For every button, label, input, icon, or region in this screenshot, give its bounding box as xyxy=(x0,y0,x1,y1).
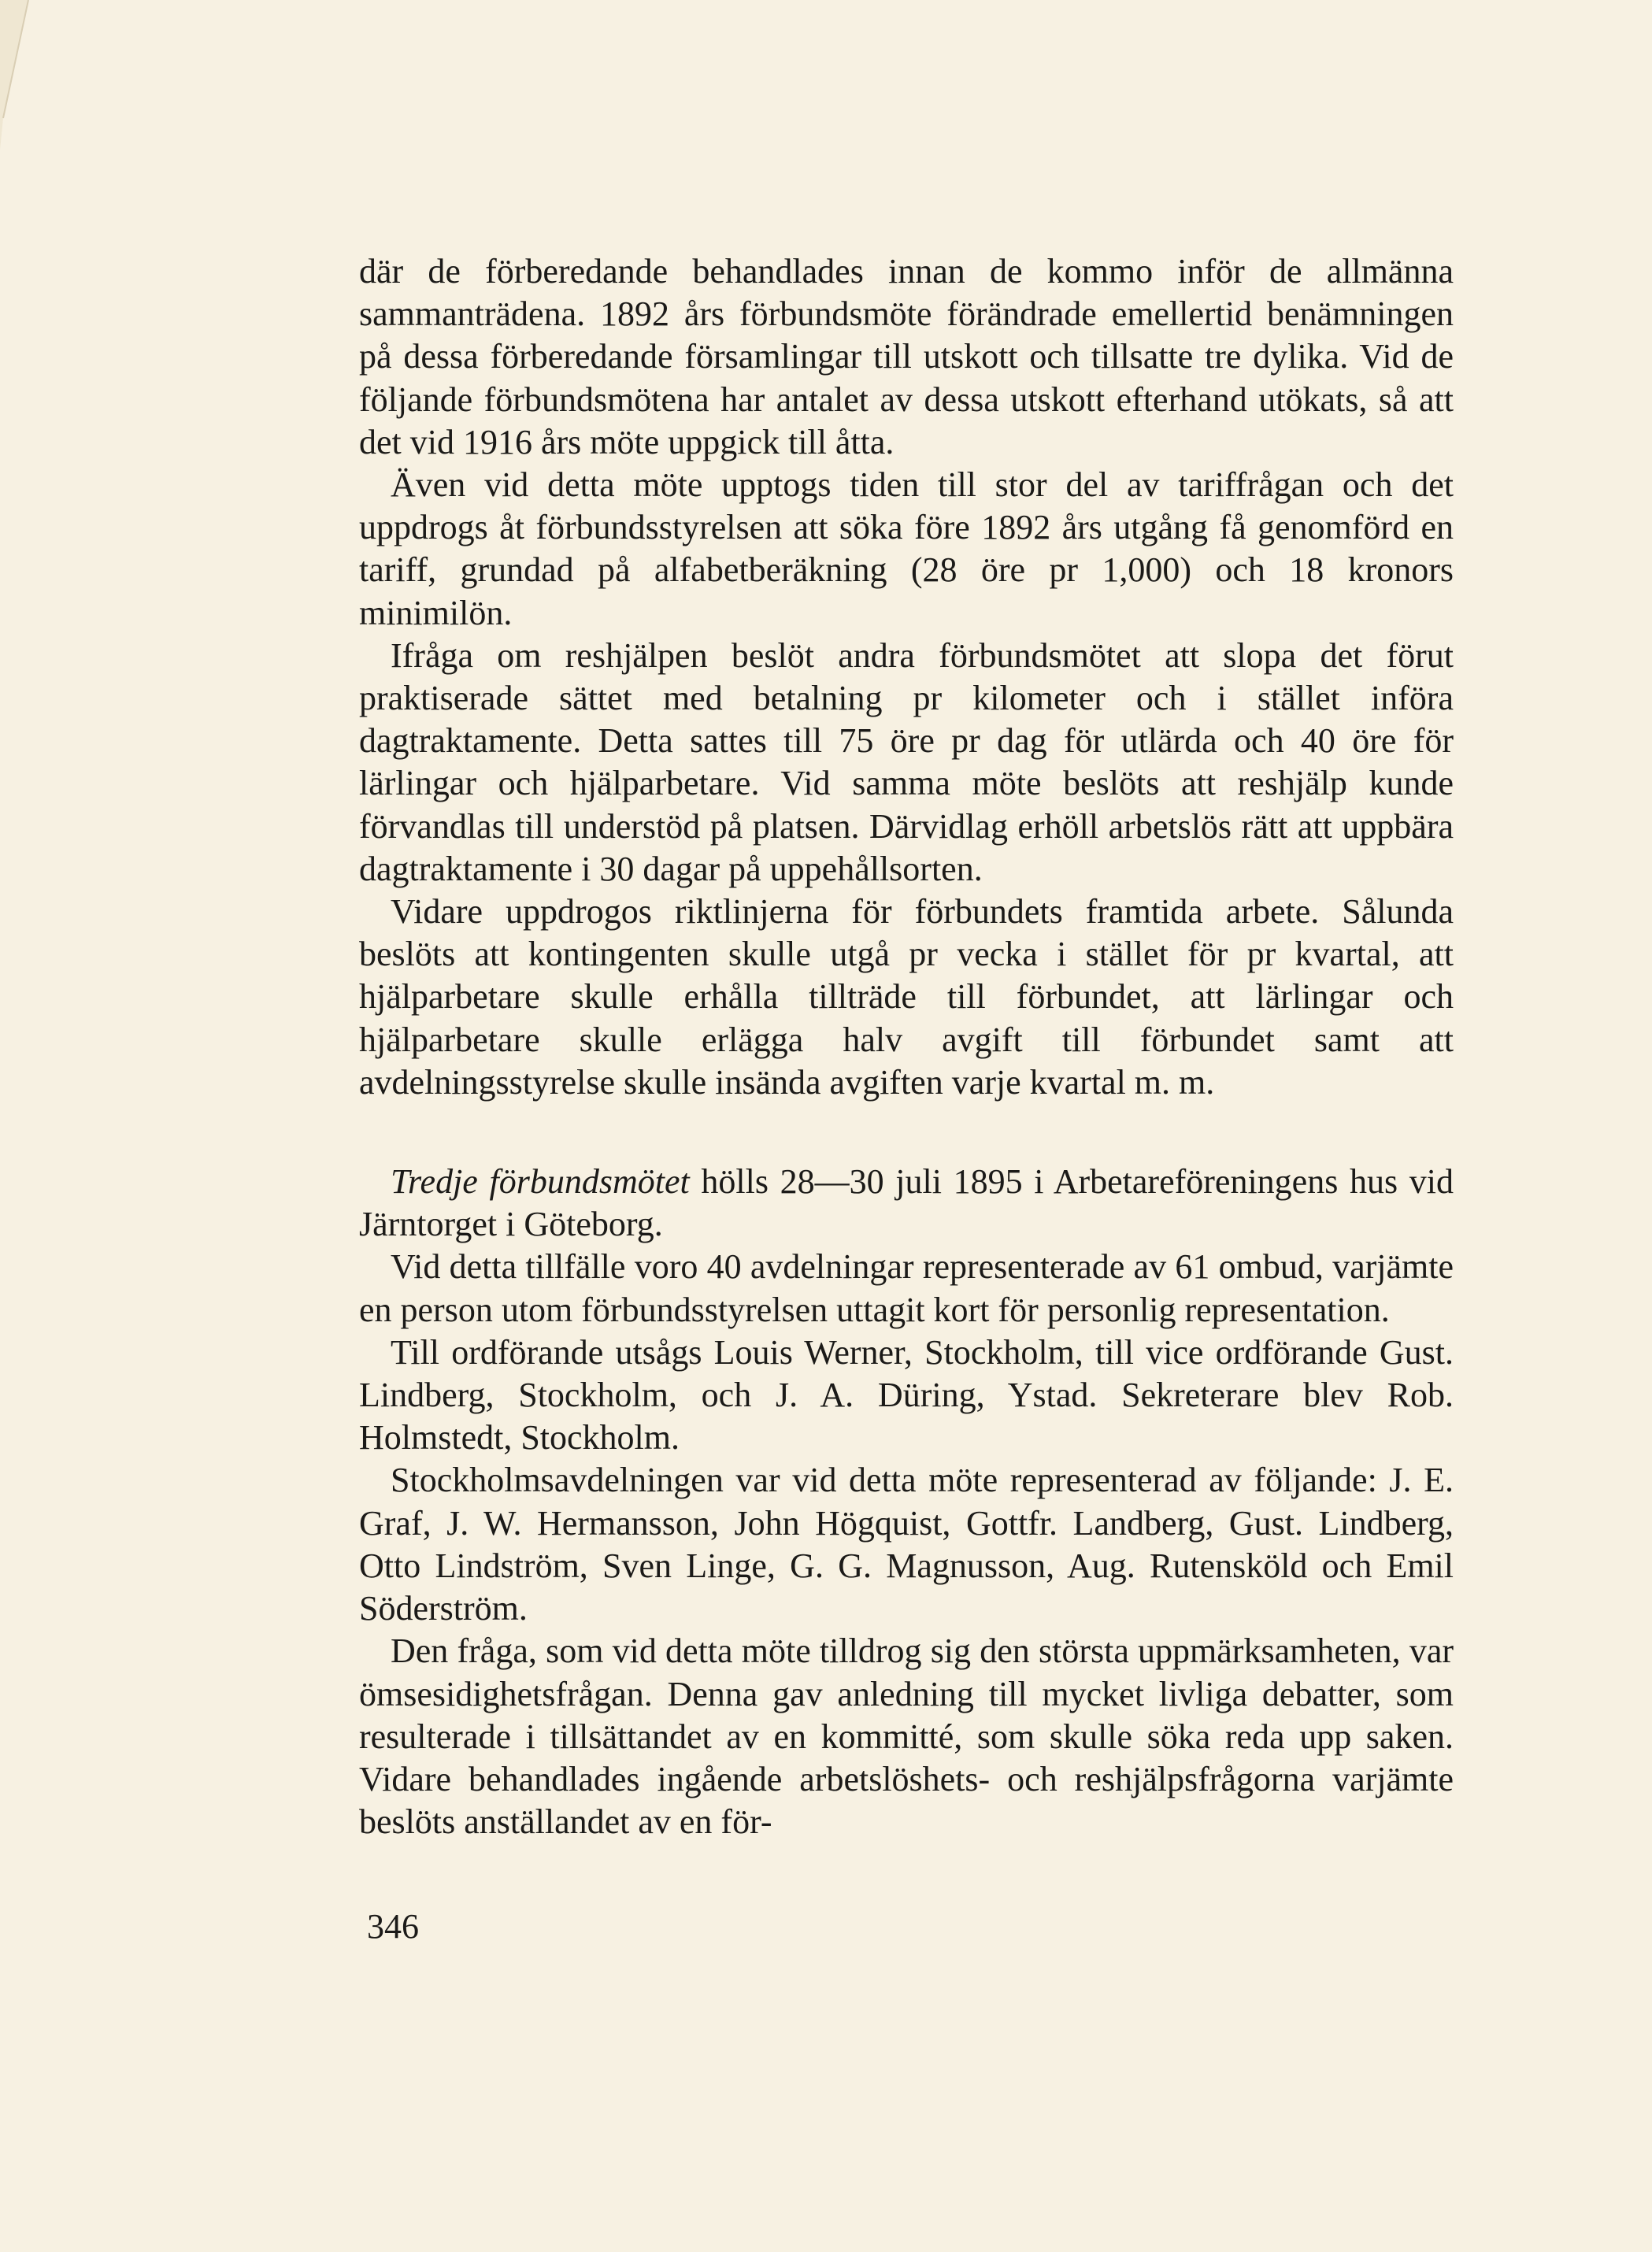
paragraph: Vid detta tillfälle voro 40 avdelningar representerade av 61 ombud, varjämte en person utom förbundsstyrelsen uttagit kort för personlig representation. xyxy=(359,1247,1454,1329)
page-number: 346 xyxy=(367,1907,419,1946)
body-text xyxy=(359,250,1454,1843)
meeting-title: Tredje förbundsmötet xyxy=(391,1162,690,1202)
paragraph: Även vid detta möte upptogs tiden till stor del av tariffrågan och det uppdrogs åt förbundsstyrelsen att söka före 1892 års utgång få genomförd en tariff, grundad på alfabetberäkning (28 öre pr 1,000) och 18 kronors minimilön. xyxy=(359,465,1454,632)
paragraph: Ifråga om reshjälpen beslöt andra förbundsmötet att slopa det förut praktiserade sättet med betalning pr kilometer och i stället införa dagtraktamente. Detta sattes till 75 öre pr dag för utlärda och 40 öre för lärlingar och hjälparbetare. Vid samma möte beslöts att reshjälp kunde förvandlas till understöd på platsen. Därvidlag erhöll arbetslös rätt att uppbära dagtraktamente i 30 dagar på uppehållsorten. xyxy=(359,635,1454,888)
paragraph: där de förberedande behandlades innan de kommo inför de allmänna sammanträdena. 1892 års förbundsmöte förändrade emellertid benämningen på dessa förberedande församlingar till utskott och tillsatte tre dylika. Vid de följande förbundsmötena har antalet av dessa utskott efterhand utökats, så att det vid 1916 års möte uppgick till åtta. xyxy=(359,252,1454,461)
paragraph xyxy=(359,1161,1454,1246)
paragraph: Den fråga, som vid detta möte tilldrog sig den största uppmärksamheten, var ömsesidighetsfrågan. Denna gav anledning till mycket livliga debatter, som resulterade i tillsättandet av en kommitté, som skulle söka reda upp saken. Vidare behandlades ingående arbetslöshets- och reshjälpsfrågorna varjämte beslöts anställandet av en för- xyxy=(359,1632,1454,1842)
page-fold-mark xyxy=(0,0,55,157)
meeting-details: hölls 28—30 juli 1895 i Arbetareföreningens hus vid Järntorget i Göteborg. xyxy=(359,1162,1454,1244)
paragraph: Till ordförande utsågs Louis Werner, Stockholm, till vice ordförande Gust. Lindberg, Stockholm, och J. A. Düring, Ystad. Sekreterare blev Rob. Holmstedt, Stockholm. xyxy=(359,1332,1454,1458)
paragraph: Stockholmsavdelningen var vid detta möte representerad av följande: J. E. Graf, J. W. Hermansson, John Högquist, Gottfr. Landberg, Gust. Lindberg, Otto Lindström, Sven Linge, G. G. Magnusson, Aug. Rutensköld och Emil Söderström. xyxy=(359,1461,1454,1628)
paragraph: Vidare uppdrogos riktlinjerna för förbundets framtida arbete. Sålunda beslöts att kontingenten skulle utgå pr vecka i stället för pr kvartal, att hjälparbetare skulle erhålla tillträde till förbundet, att lärlingar och hjälparbetare skulle erlägga halv avgift till förbundet samt att avdelningsstyrelse skulle insända avgiften varje kvartal m. m. xyxy=(359,892,1454,1102)
